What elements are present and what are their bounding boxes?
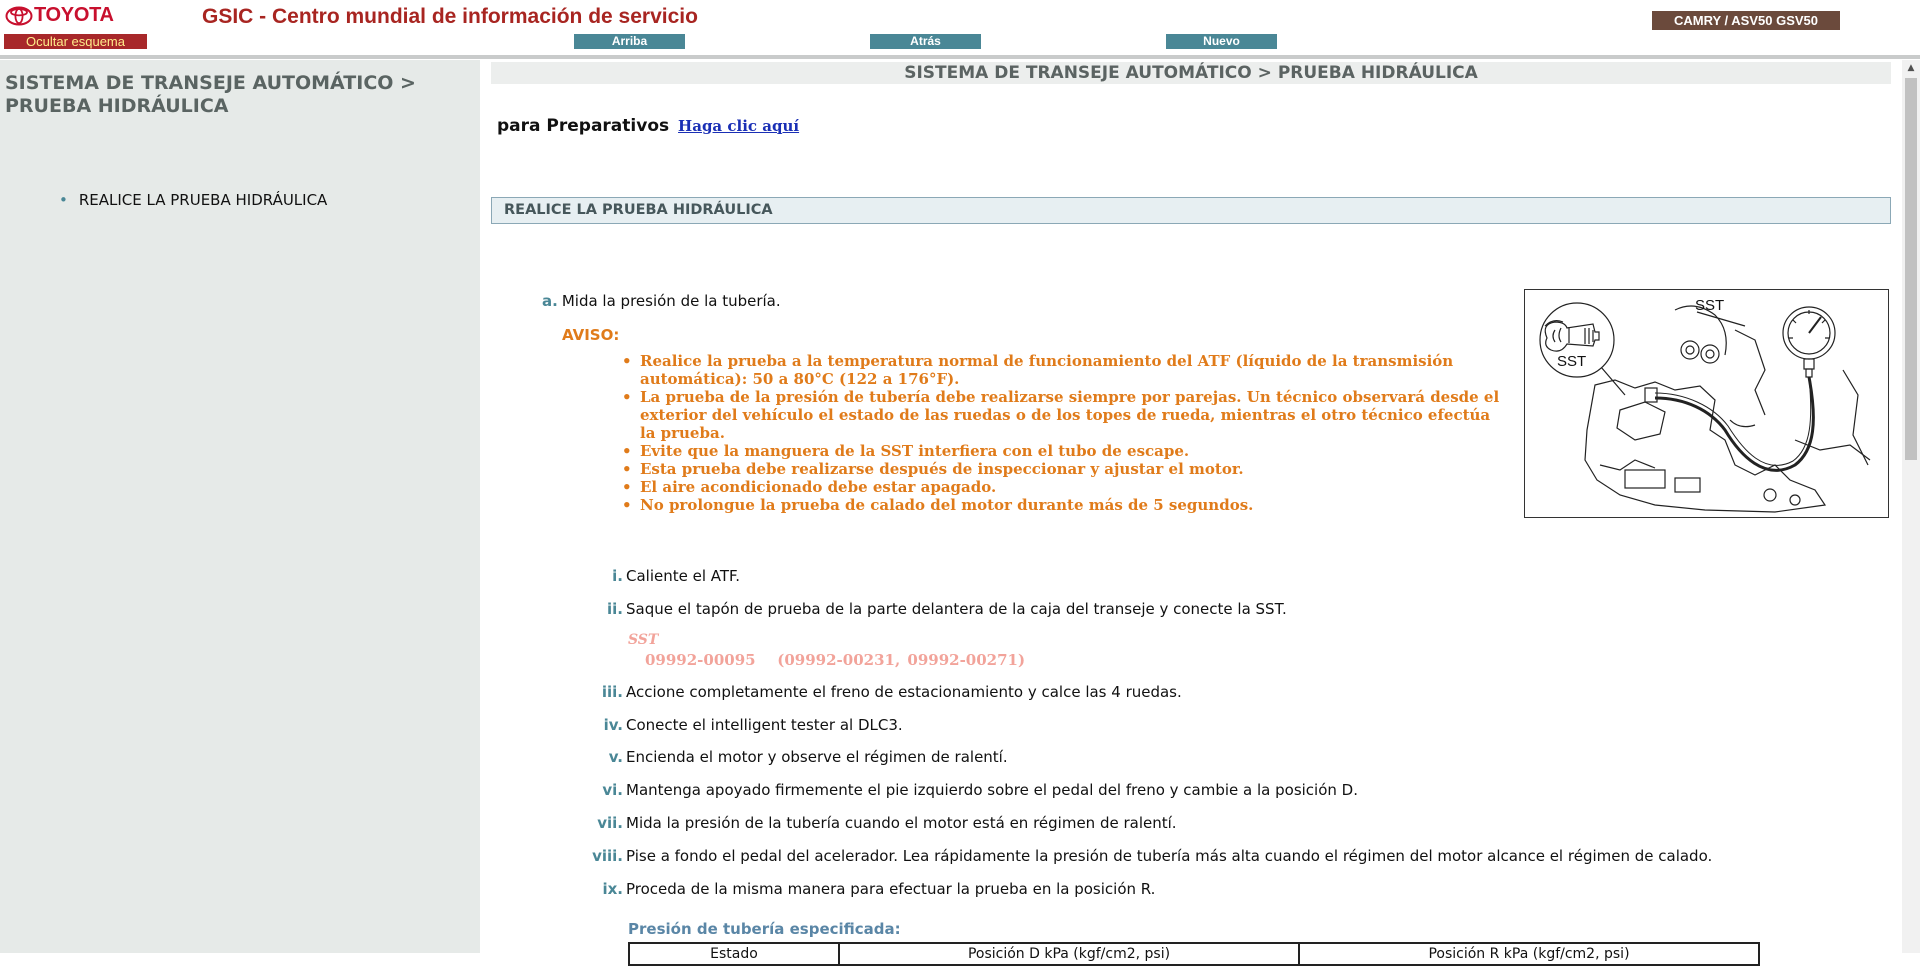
warning-item: • No prolongue la prueba de calado del motor durante más de 5 segundos. bbox=[622, 496, 1502, 514]
diagram-label-sst-top: SST bbox=[1695, 297, 1725, 314]
step-a-text: Mida la presión de la tubería. bbox=[561, 292, 781, 310]
warning-list bbox=[622, 352, 1502, 514]
step-text: Proceda de la misma manera para efectuar la prueba en la posición R. bbox=[626, 880, 1156, 898]
section-title: REALICE LA PRUEBA HIDRÁULICA bbox=[504, 202, 773, 218]
outline-item-realice-prueba[interactable]: • REALICE LA PRUEBA HIDRÁULICA bbox=[59, 191, 327, 209]
step-a-label: a. bbox=[542, 292, 558, 310]
scroll-thumb[interactable] bbox=[1905, 78, 1917, 460]
header-divider bbox=[0, 55, 1920, 59]
step-item bbox=[561, 880, 1155, 898]
column-header: Posición R kPa (kgf/cm2, psi) bbox=[1299, 943, 1759, 965]
step-text: Caliente el ATF. bbox=[626, 567, 741, 585]
warning-item: • Realice la prueba a la temperatura normal de funcionamiento del ATF (líquido de la transmisión automática): 50 a 80°C (122 a 176°F). bbox=[622, 352, 1502, 388]
step-item bbox=[561, 600, 1287, 618]
step-number: iv. bbox=[603, 716, 623, 734]
table-header-row bbox=[629, 943, 1759, 965]
app-title: GSIC - Centro mundial de información de servicio bbox=[202, 5, 698, 28]
vertical-scrollbar[interactable] bbox=[1902, 60, 1920, 953]
preparation-line bbox=[497, 116, 799, 136]
step-item bbox=[561, 814, 1177, 832]
hide-outline-button[interactable]: Ocultar esquema bbox=[4, 34, 147, 49]
scroll-up-arrow-icon[interactable]: ▲ bbox=[1907, 63, 1915, 73]
step-item bbox=[561, 748, 1008, 766]
logo-text: TOYOTA bbox=[34, 4, 114, 26]
step-item bbox=[561, 781, 1358, 799]
step-number: v. bbox=[608, 748, 623, 766]
step-item bbox=[561, 716, 903, 734]
column-header: Estado bbox=[629, 943, 839, 965]
step-text: Accione completamente el freno de estacionamiento y calce las 4 ruedas. bbox=[626, 683, 1182, 701]
new-button[interactable]: Nuevo bbox=[1166, 34, 1277, 49]
step-text: Encienda el motor y observe el régimen de ralentí. bbox=[626, 748, 1008, 766]
pressure-spec-title: Presión de tubería especificada: bbox=[628, 920, 901, 938]
step-item bbox=[561, 683, 1182, 701]
step-number: vi. bbox=[602, 781, 623, 799]
diagram-label-sst-left: SST bbox=[1557, 353, 1587, 370]
preparation-link[interactable]: Haga clic aquí bbox=[678, 117, 800, 135]
warning-item: • Esta prueba debe realizarse después de inspeccionar y ajustar el motor. bbox=[622, 460, 1502, 478]
transaxle-illustration bbox=[1525, 290, 1888, 517]
warning-item: • Evite que la manguera de la SST interfiera con el tubo de escape. bbox=[622, 442, 1502, 460]
app-header bbox=[0, 0, 1920, 58]
warning-item: • El aire acondicionado debe estar apagado. bbox=[622, 478, 1502, 496]
pressure-spec-table bbox=[628, 942, 1760, 966]
back-button[interactable]: Atrás bbox=[870, 34, 981, 49]
sst-codes: 09992-00095 (09992-00231, 09992-00271) bbox=[645, 651, 1026, 669]
step-number: ix. bbox=[602, 880, 623, 898]
sst-connection-diagram bbox=[1524, 289, 1889, 518]
step-text: Saque el tapón de prueba de la parte delantera de la caja del transeje y conecte la SST. bbox=[626, 600, 1287, 618]
step-number: viii. bbox=[592, 847, 623, 865]
step-number: i. bbox=[612, 567, 623, 585]
toyota-emblem-icon bbox=[5, 6, 33, 26]
up-button[interactable]: Arriba bbox=[574, 34, 685, 49]
step-a bbox=[542, 292, 781, 310]
step-text: Conecte el intelligent tester al DLC3. bbox=[626, 716, 903, 734]
warning-title: AVISO: bbox=[562, 326, 620, 344]
outline-sidebar bbox=[0, 60, 480, 953]
step-number: ii. bbox=[607, 600, 623, 618]
step-text: Mantenga apoyado firmemente el pie izquierdo sobre el pedal del freno y cambie a la posición D. bbox=[626, 781, 1358, 799]
page-title: SISTEMA DE TRANSEJE AUTOMÁTICO > PRUEBA HIDRÁULICA bbox=[491, 62, 1891, 84]
section-header bbox=[491, 197, 1891, 224]
outline-list bbox=[59, 191, 327, 209]
model-badge: CAMRY / ASV50 GSV50 bbox=[1652, 11, 1840, 30]
warning-item: • La prueba de la presión de tubería debe realizarse siempre por parejas. Un técnico observará desde el exterior del vehículo el estado de las ruedas o de los topes de rueda, mientras el otro técnico efectúa la prueba. bbox=[622, 388, 1502, 442]
sst-label: SST bbox=[628, 632, 659, 648]
preparation-label: para Preparativos bbox=[497, 116, 670, 136]
step-text: Pise a fondo el pedal del acelerador. Lea rápidamente la presión de tubería más alta cuando el régimen del motor alcance el régimen de calado. bbox=[626, 847, 1713, 865]
document-content bbox=[481, 60, 1901, 962]
step-number: iii. bbox=[601, 683, 623, 701]
sidebar-title: SISTEMA DE TRANSEJE AUTOMÁTICO > PRUEBA HIDRÁULICA bbox=[5, 72, 416, 117]
toyota-logo bbox=[5, 4, 114, 27]
step-item bbox=[561, 847, 1712, 865]
column-header: Posición D kPa (kgf/cm2, psi) bbox=[839, 943, 1299, 965]
step-item bbox=[561, 567, 740, 585]
step-number: vii. bbox=[597, 814, 623, 832]
step-text: Mida la presión de la tubería cuando el motor está en régimen de ralentí. bbox=[626, 814, 1177, 832]
